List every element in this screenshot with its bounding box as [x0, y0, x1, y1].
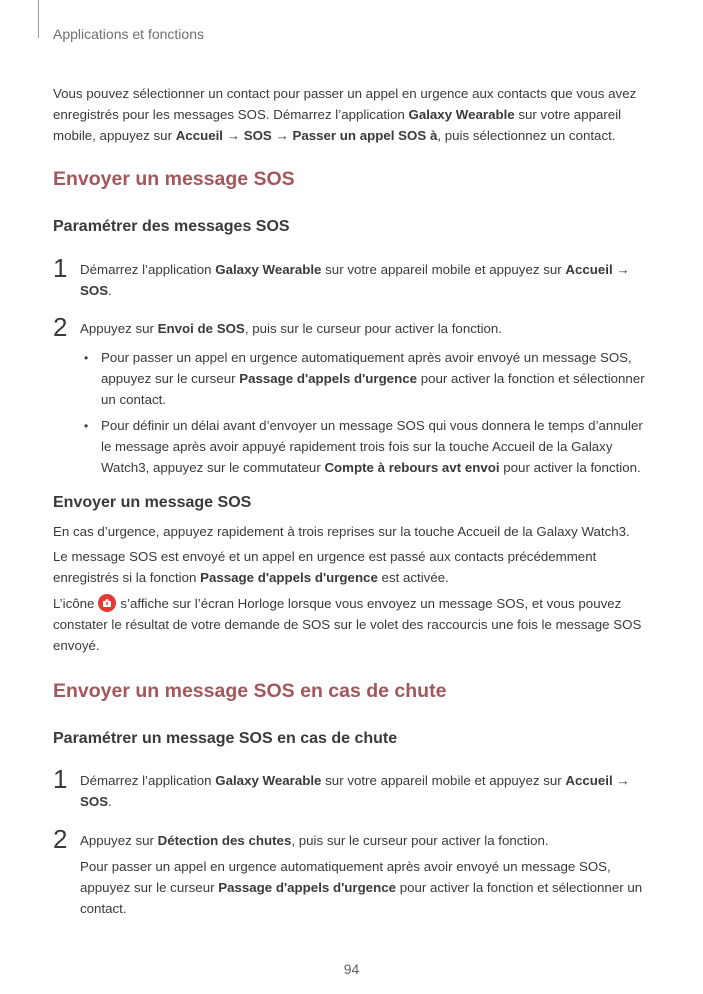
bullet-marker: • [84, 419, 89, 433]
subsection-title-send: Envoyer un message SOS [53, 494, 252, 511]
fall-step-1-text: Démarrez l’application Galaxy Wearable sur votre appareil mobile et appuyez sur Accueil → SOS. [80, 773, 630, 809]
send-paragraph-2: Le message SOS est envoyé et un appel en urgence est passé aux contacts précédemment enregistrés si la fonction Passage d'appels d'urgence est activée. [53, 549, 597, 585]
sos-alert-icon [98, 594, 116, 612]
step-number-1: 1 [53, 764, 68, 794]
subsection-title-fall-setup: Paramétrer un message SOS en cas de chute [53, 730, 398, 747]
send-paragraph-1: En cas d’urgence, appuyez rapidement à trois reprises sur la touche Accueil de la Galaxy Watch3. [53, 524, 630, 539]
page-number: 94 [343, 961, 360, 977]
intro-paragraph: Vous pouvez sélectionner un contact pour passer un appel en urgence aux contacts que vous avez enregistrés pour les messages SOS. Démarrez l’application Galaxy Wearable sur votre appareil mobile, appuyez sur Accueil → SOS → Passer un appel SOS à, puis sélectionnez un contact. [53, 86, 637, 143]
step-number-2: 2 [53, 824, 68, 854]
bullet-1-text: Pour passer un appel en urgence automatiquement après avoir envoyé un message SOS, appuyez sur le curseur Passage d'appels d'urgence pour activer la fonction et sélectionner un contact. [101, 350, 645, 407]
bullet-2-text: Pour définir un délai avant d’envoyer un message SOS qui vous donnera le temps d’annuler le message après avoir appuyé rapidement trois fois sur la touche Accueil de la Galaxy Watch3, appuyez sur le commutateur Compte à rebours avt envoi pour activer la fonction. [101, 418, 643, 475]
page-header: Applications et fonctions [53, 26, 204, 42]
section-title-sos: Envoyer un message SOS [53, 168, 295, 190]
send-paragraph-3: L’icône s’affiche sur l’écran Horloge lorsque vous envoyez un message SOS, et vous pouvez constater le résultat de votre demande de SOS sur le volet des raccourcis une fois le message SOS envoyé. [53, 596, 642, 653]
subsection-title-setup: Paramétrer des messages SOS [53, 218, 290, 235]
header-rule [38, 0, 39, 38]
fall-step-2-detail: Pour passer un appel en urgence automatiquement après avoir envoyé un message SOS, appuyez sur le curseur Passage d'appels d'urgence pour activer la fonction et sélectionner un contact. [80, 859, 643, 916]
section-title-fall: Envoyer un message SOS en cas de chute [53, 680, 447, 702]
step-1-text: Démarrez l’application Galaxy Wearable sur votre appareil mobile et appuyez sur Accueil → SOS. [80, 262, 630, 298]
step-number-2: 2 [53, 312, 68, 342]
bullet-marker: • [84, 351, 89, 365]
step-2-text: Appuyez sur Envoi de SOS, puis sur le curseur pour activer la fonction. [80, 321, 503, 336]
fall-step-2-text: Appuyez sur Détection des chutes, puis sur le curseur pour activer la fonction. [80, 833, 549, 848]
step-number-1: 1 [53, 253, 68, 283]
